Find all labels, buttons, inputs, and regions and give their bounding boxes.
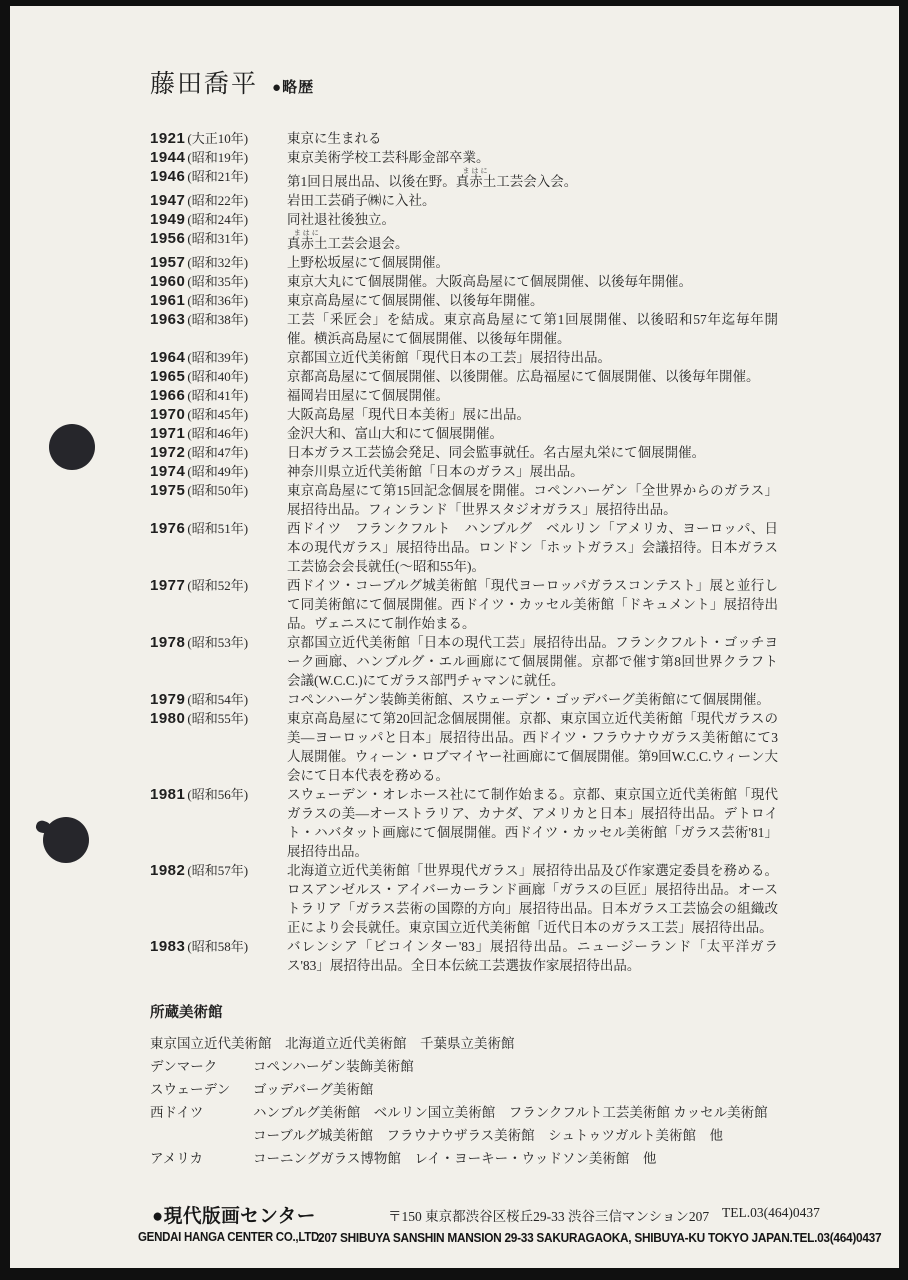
entry-year bbox=[150, 861, 287, 880]
chronology-list bbox=[150, 129, 778, 975]
entry-year bbox=[150, 272, 287, 291]
publisher-address-jp: 〒150 東京都渋谷区桜丘29-33 渋谷三信マンション207 bbox=[388, 1209, 710, 1224]
chronology-entry bbox=[150, 937, 778, 975]
chronology-entry bbox=[150, 405, 778, 424]
entry-year bbox=[150, 386, 287, 405]
entry-year-number: 1976 bbox=[150, 520, 186, 537]
entry-year-number: 1949 bbox=[150, 211, 186, 228]
collections-heading: 所蔵美術館 bbox=[150, 1005, 223, 1021]
entry-year bbox=[150, 462, 287, 481]
entry-year bbox=[150, 443, 287, 462]
chronology-entry bbox=[150, 129, 778, 148]
entry-text: 真赤土まはに工芸会退会。 bbox=[287, 229, 409, 251]
entry-year bbox=[150, 481, 287, 500]
entry-text: 京都国立近代美術館「日本の現代工芸」展招待出品。フランクフルト・ゴッチヨーク画廊、ハンブルグ・エル画廊にて個展開催。京都で催す第8回世界クラフト会議(W.C.C.)にてガラス部門チャマンに就任。 bbox=[287, 635, 778, 688]
entry-year-number: 1981 bbox=[150, 786, 186, 803]
publisher-address-en: 207 SHIBUYA SANSHIN MANSION 29-33 SAKURAGAOKA, SHIBUYA-KU TOKYO JAPAN.TEL.03(464)0437 bbox=[318, 1231, 882, 1245]
chronology-entry bbox=[150, 633, 778, 690]
entry-year-number: 1964 bbox=[150, 349, 186, 366]
collection-region-label: アメリカ bbox=[150, 1151, 204, 1166]
entry-year-number: 1970 bbox=[150, 406, 186, 423]
entry-year bbox=[150, 129, 287, 148]
entry-year-era: (昭和21年) bbox=[187, 169, 249, 184]
entry-year-number: 1979 bbox=[150, 691, 186, 708]
chronology-entry bbox=[150, 386, 778, 405]
entry-year-era: (昭和50年) bbox=[187, 483, 249, 498]
entry-year bbox=[150, 191, 287, 210]
entry-text: 東京美術学校工芸科彫金部卒業。 bbox=[287, 150, 490, 165]
entry-year-era: (昭和24年) bbox=[187, 212, 249, 227]
collection-row bbox=[150, 1101, 790, 1147]
entry-year-era: (昭和35年) bbox=[187, 274, 249, 289]
entry-year-era: (昭和19年) bbox=[187, 150, 249, 165]
entry-year-number: 1956 bbox=[150, 230, 186, 247]
entry-year-era: (昭和47年) bbox=[187, 445, 249, 460]
ruby-annotated-word: 真赤土まはに bbox=[455, 167, 497, 189]
entry-year-number: 1977 bbox=[150, 577, 186, 594]
entry-year-number: 1921 bbox=[150, 130, 186, 147]
entry-year-era: (昭和51年) bbox=[187, 521, 249, 536]
entry-text: 西ドイツ・コーブルグ城美術館「現代ヨーロッパガラスコンテスト」展と並行して同美術館にて個展開催。西ドイツ・カッセル美術館「ドキュメント」展招待出品。ヴェニスにて制作始まる。 bbox=[287, 578, 778, 631]
collection-row bbox=[150, 1055, 790, 1078]
page-header bbox=[150, 64, 314, 100]
chronology-entry bbox=[150, 191, 778, 210]
entry-year-number: 1947 bbox=[150, 192, 186, 209]
entry-year-number: 1978 bbox=[150, 634, 186, 651]
entry-year-era: (大正10年) bbox=[187, 131, 249, 146]
entry-text: コペンハーゲン装飾美術館、スウェーデン・ゴッデバーグ美術館にて個展開催。 bbox=[287, 692, 770, 707]
chronology-entry bbox=[150, 167, 778, 191]
chronology-entry bbox=[150, 861, 778, 937]
entry-year-number: 1944 bbox=[150, 149, 186, 166]
entry-year-number: 1980 bbox=[150, 710, 186, 727]
chronology-entry bbox=[150, 210, 778, 229]
entry-year-era: (昭和57年) bbox=[187, 863, 249, 878]
entry-text: 日本ガラス工芸協会発足、同会監事就任。名古屋丸栄にて個展開催。 bbox=[287, 445, 706, 460]
entry-text: 神奈川県立近代美術館「日本のガラス」展出品。 bbox=[287, 464, 584, 479]
entry-text: 東京高島屋にて第20回記念個展開催。京都、東京国立近代美術館「現代ガラスの美―ヨーロッパと日本」展招待出品。西ドイツ・フラウナウガラス美術館にて3人展開催。ウィーン・ロブマイヤー社画廊にて個展開催。第9回W.C.C.ウィーン大会にて日本代表を務める。 bbox=[287, 711, 778, 783]
entry-text: 工芸「釆匠会」を結成。東京高島屋にて第1回展開催、以後昭和57年迄毎年開催。横浜高島屋にて個展開催、以後毎年開催。 bbox=[287, 312, 778, 346]
chronology-entry bbox=[150, 367, 778, 386]
entry-year bbox=[150, 785, 287, 804]
entry-year bbox=[150, 519, 287, 538]
chronology-entry bbox=[150, 481, 778, 519]
entry-text: 東京大丸にて個展開催。大阪高島屋にて個展開催、以後毎年開催。 bbox=[287, 274, 692, 289]
entry-text: 東京高島屋にて個展開催、以後毎年開催。 bbox=[287, 293, 544, 308]
document-page bbox=[10, 6, 899, 1268]
entry-year-number: 1982 bbox=[150, 862, 186, 879]
entry-year-era: (昭和39年) bbox=[187, 350, 249, 365]
collection-museums: コペンハーゲン装飾美術館 bbox=[253, 1059, 414, 1074]
artist-name: 藤田喬平 bbox=[150, 71, 259, 98]
chronology-entry bbox=[150, 443, 778, 462]
chronology-entry bbox=[150, 253, 778, 272]
entry-text: 岩田工芸硝子㈱に入社。 bbox=[287, 193, 436, 208]
entry-year bbox=[150, 405, 287, 424]
entry-year bbox=[150, 937, 287, 956]
entry-year bbox=[150, 709, 287, 728]
entry-text: 同社退社後独立。 bbox=[287, 212, 395, 227]
collection-museums: ハンブルグ美術館 ベルリン国立美術館 フランクフルト工芸美術館 カッセル美術館 コーブルグ城美術館 フラウナウザラス美術館 シュトゥツガルト美術館 他 bbox=[253, 1105, 782, 1143]
entry-year-era: (昭和38年) bbox=[187, 312, 249, 327]
entry-year bbox=[150, 167, 287, 186]
entry-year-era: (昭和53年) bbox=[187, 635, 249, 650]
entry-year bbox=[150, 310, 287, 329]
entry-year-era: (昭和22年) bbox=[187, 193, 249, 208]
entry-text: 西ドイツ フランクフルト ハンブルグ ベルリン「アメリカ、ヨーロッパ、日本の現代ガラス」展招待出品。ロンドン「ホットガラス」会議招待。日本ガラス工芸協会会長就任(～昭和55年)。 bbox=[287, 521, 778, 574]
publisher-logo-en: GENDAI HANGA CENTER CO.,LTD. bbox=[138, 1230, 322, 1244]
entry-year-number: 1974 bbox=[150, 463, 186, 480]
entry-year-era: (昭和55年) bbox=[187, 711, 249, 726]
ruby-annotated-word: 真赤土まはに bbox=[287, 229, 328, 251]
collection-region-label: スウェーデン bbox=[150, 1082, 231, 1097]
entry-year bbox=[150, 210, 287, 229]
entry-year-era: (昭和32年) bbox=[187, 255, 249, 270]
collection-row bbox=[150, 1147, 790, 1170]
entry-year bbox=[150, 148, 287, 167]
collection-region-label: デンマーク bbox=[150, 1059, 218, 1074]
chronology-entry bbox=[150, 576, 778, 633]
collections-section bbox=[150, 1001, 790, 1170]
entry-year-number: 1957 bbox=[150, 254, 186, 271]
entry-year-number: 1966 bbox=[150, 387, 186, 404]
entry-year-number: 1983 bbox=[150, 938, 186, 955]
entry-year bbox=[150, 576, 287, 595]
entry-year-number: 1963 bbox=[150, 311, 186, 328]
entry-text: 大阪高島屋「現代日本美術」展に出品。 bbox=[287, 407, 530, 422]
collection-museums: コーニングガラス博物館 レイ・ヨーキー・ウッドソン美術館 他 bbox=[253, 1151, 657, 1166]
entry-year-era: (昭和49年) bbox=[187, 464, 249, 479]
entry-year bbox=[150, 633, 287, 652]
biography-label: ●略歴 bbox=[272, 79, 315, 96]
entry-text: 京都高島屋にて個展開催、以後開催。広島福屋にて個展開催、以後毎年開催。 bbox=[287, 369, 760, 384]
entry-year-number: 1946 bbox=[150, 168, 186, 185]
entry-text: 北海道立近代美術館「世界現代ガラス」展招待出品及び作家選定委員を務める。ロスアンゼルス・アイバーカーランド画廊「ガラスの巨匠」展招待出品。オーストラリア「ガラス芸術の国際的方向」展招待出品。日本ガラス工芸協会の組織改正により会長就任。東京国立近代美術館「近代日本のガラス工芸」展招待出品。 bbox=[287, 863, 778, 935]
chronology-entry bbox=[150, 424, 778, 443]
entry-text: 金沢大和、富山大和にて個展開催。 bbox=[287, 426, 503, 441]
entry-year bbox=[150, 291, 287, 310]
entry-year-number: 1960 bbox=[150, 273, 186, 290]
entry-year-era: (昭和41年) bbox=[187, 388, 249, 403]
collection-row bbox=[150, 1078, 790, 1101]
entry-year-era: (昭和31年) bbox=[187, 231, 249, 246]
publisher-logo-jp: ●現代版画センター bbox=[152, 1206, 316, 1227]
chronology-entry bbox=[150, 709, 778, 785]
entry-text: スウェーデン・オレホース社にて制作始まる。京都、東京国立近代美術館「現代ガラスの美―オーストラリア、カナダ、アメリカと日本」展招待出品。デトロイト・ハバタット画廊にて個展開催。西ドイツ・カッセル美術館「ガラス芸術'81」展招待出品。 bbox=[287, 787, 778, 859]
chronology-entry bbox=[150, 348, 778, 367]
punch-hole-top bbox=[49, 424, 95, 470]
entry-year-number: 1972 bbox=[150, 444, 186, 461]
entry-year-number: 1975 bbox=[150, 482, 186, 499]
entry-text: 京都国立近代美術館「現代日本の工芸」展招待出品。 bbox=[287, 350, 611, 365]
entry-year-era: (昭和52年) bbox=[187, 578, 249, 593]
entry-year-era: (昭和54年) bbox=[187, 692, 249, 707]
footer bbox=[10, 1198, 899, 1258]
collections-list bbox=[150, 1032, 790, 1170]
entry-year-era: (昭和58年) bbox=[187, 939, 249, 954]
chronology-entry bbox=[150, 519, 778, 576]
chronology-entry bbox=[150, 462, 778, 481]
entry-text: 上野松坂屋にて個展開催。 bbox=[287, 255, 449, 270]
entry-year-era: (昭和56年) bbox=[187, 787, 249, 802]
chronology-entry bbox=[150, 148, 778, 167]
entry-year bbox=[150, 229, 287, 248]
entry-year-era: (昭和46年) bbox=[187, 426, 249, 441]
entry-year bbox=[150, 424, 287, 443]
entry-year bbox=[150, 348, 287, 367]
entry-year-era: (昭和36年) bbox=[187, 293, 249, 308]
entry-year bbox=[150, 253, 287, 272]
publisher-tel: TEL.03(464)0437 bbox=[722, 1205, 820, 1220]
chronology-entry bbox=[150, 272, 778, 291]
entry-text: 福岡岩田屋にて個展開催。 bbox=[287, 388, 449, 403]
entry-year-era: (昭和45年) bbox=[187, 407, 249, 422]
entry-text: 東京に生まれる bbox=[287, 131, 382, 146]
chronology-entry bbox=[150, 690, 778, 709]
entry-year bbox=[150, 690, 287, 709]
collection-museums: ゴッデバーグ美術館 bbox=[253, 1082, 374, 1097]
entry-text: バレンシア「ビコインター'83」展招待出品。ニュージーランド「太平洋ガラス'83」展招待出品。全日本伝統工芸選抜作家展招待出品。 bbox=[287, 939, 778, 973]
collection-museums: 東京国立近代美術館 北海道立近代美術館 千葉県立美術館 bbox=[150, 1036, 515, 1051]
chronology-entry bbox=[150, 229, 778, 253]
entry-text: 東京高島屋にて第15回記念個展を開催。コペンハーゲン「全世界からのガラス」展招待出品。フィンランド「世界スタジオガラス」展招待出品。 bbox=[287, 483, 778, 517]
entry-year-number: 1971 bbox=[150, 425, 186, 442]
entry-text: 第1回日展出品、以後在野。真赤土まはに工芸会入会。 bbox=[287, 167, 578, 189]
chronology-entry bbox=[150, 310, 778, 348]
entry-year-era: (昭和40年) bbox=[187, 369, 249, 384]
collection-row bbox=[150, 1032, 790, 1055]
collection-region-label: 西ドイツ bbox=[150, 1105, 204, 1120]
entry-year-number: 1965 bbox=[150, 368, 186, 385]
entry-year bbox=[150, 367, 287, 386]
entry-year-number: 1961 bbox=[150, 292, 186, 309]
chronology-entry bbox=[150, 291, 778, 310]
chronology-entry bbox=[150, 785, 778, 861]
punch-hole-bottom bbox=[43, 817, 89, 863]
